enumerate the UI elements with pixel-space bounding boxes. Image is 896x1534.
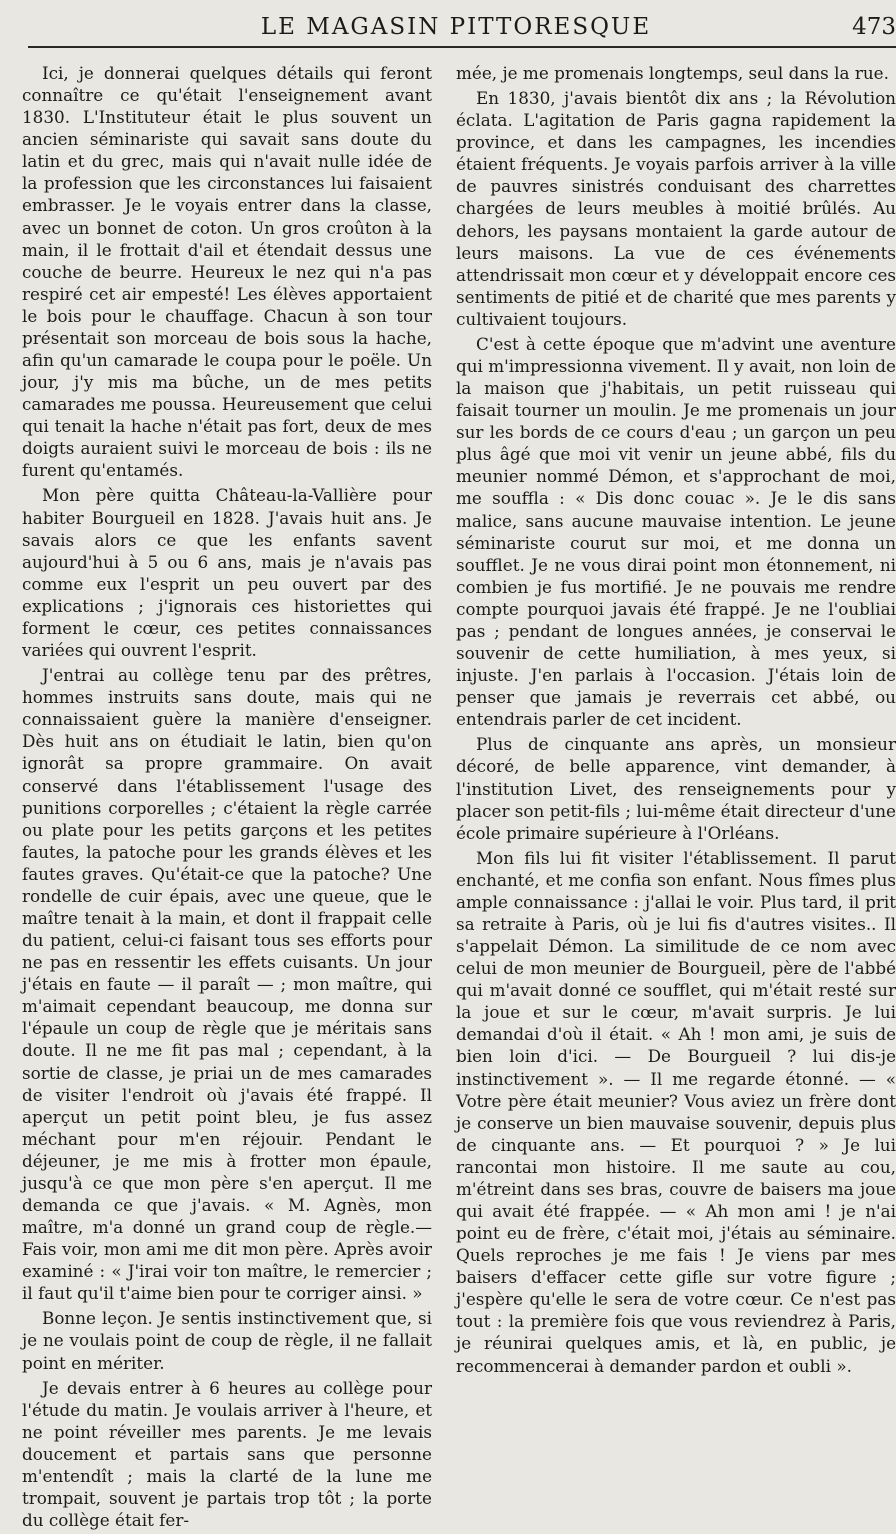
paragraph: En 1830, j'avais bientôt dix ans ; la Révolution éclata. L'agitation de Paris gagna rapidement la province, et dans les campagnes, les incendies étaient fréquents. Je voyais parfois arriver à la ville de pauvres sinistrés conduisant des charrettes chargées de leurs meubles à moitié brûlés. Au dehors, les paysans montaient la garde autour de leurs maisons. La vue de ces événements attendrissait mon cœur et y développait encore ces sentiments de pitié et de charité que mes parents y cultivaient toujours.	[456, 88, 896, 329]
header-rule	[28, 46, 896, 48]
page-number: 473	[852, 14, 896, 40]
magazine-title: LE MAGASIN PITTORESQUE	[260, 14, 652, 40]
paragraph: Ici, je donnerai quelques détails qui feront connaître ce qu'était l'enseignement avant 1830. L'Instituteur était le plus souvent un ancien séminariste qui savait sans doute du latin et du grec, mais qui n'avait nulle idée de la profession que les circonstances lui faisaient embrasser. Je le voyais entrer dans la classe, avec un bonnet de coton. Un gros croûton à la main, il le frottait d'ail et étendait dessus une couche de beurre. Heureux le nez qui n'a pas respiré cet air empesté! Les élèves apportaient le bois pour le chauffage. Chacun à son tour présentait son morceau de bois sous la hache, afin qu'un camarade le coupa pour le poële. Un jour, j'y mis ma bûche, un de mes petits camarades me poussa. Heureusement que celui qui tenait la hache n'était pas fort, deux de mes doigts auraient suivi le morceau de bois : ils ne furent qu'entamés.	[22, 63, 432, 481]
right-column	[456, 62, 896, 1380]
left-column	[22, 62, 432, 1534]
page-header	[16, 8, 896, 48]
paragraph: Mon père quitta Château-la-Vallière pour habiter Bourgueil en 1828. J'avais huit ans. Je savais alors ce que les enfants savent aujourd'hui à 5 ou 6 ans, mais je n'avais pas comme eux l'esprit un peu ouvert par des explications ; j'ignorais ces historiettes qui forment le cœur, ces petites connaissances variées qui ouvrent l'esprit.	[22, 485, 432, 661]
paragraph: Bonne leçon. Je sentis instinctivement que, si je ne voulais point de coup de règle, il ne fallait point en mériter.	[22, 1308, 432, 1373]
paragraph: Je devais entrer à 6 heures au collège pour l'étude du matin. Je voulais arriver à l'heure, et ne point réveiller mes parents. Je me levais doucement et partais sans que personne m'entendît ; mais la clarté de la lune me trompait, souvent je partais trop tôt ; la porte du collège était fer-	[22, 1377, 432, 1531]
paragraph: mée, je me promenais longtemps, seul dans la rue.	[456, 63, 889, 83]
paragraph: J'entrai au collège tenu par des prêtres, hommes instruits sans doute, mais qui ne connaissaient guère la manière d'enseigner. Dès huit ans on étudiait le latin, bien qu'on ignorât sa propre grammaire. On avait conservé dans l'établissement l'usage des punitions corporelles ; c'étaient la règle carrée ou plate pour les petits garçons et les petites fautes, la patoche pour les grands élèves et les fautes graves. Qu'était-ce que la patoche? Une rondelle de cuir épais, avec une queue, que le maître tenait à la main, et dont il frappait celle du patient, celui-ci faisant tous ses efforts pour ne pas en ressentir les effets cuisants. Un jour j'étais en faute — il paraît — ; mon maître, qui m'aimait cependant beaucoup, me donna sur l'épaule un coup de règle que je méritais sans doute. Il ne me fit pas mal ; cependant, à la sortie de classe, je priai un de mes camarades de visiter l'endroit où j'avais été frappé. Il aperçut un petit point bleu, je fus assez méchant pour m'en réjouir. Pendant le déjeuner, je me mis à frotter mon épaule, jusqu'à ce que mon père s'en aperçut. Il me demanda ce que j'avais. « M. Agnès, mon maître, m'a donné un grand coup de règle.— Fais voir, mon ami me dit mon père. Après avoir examiné : « J'irai voir ton maître, le remercier ; il faut qu'il t'aime bien pour te corriger ainsi. »	[22, 665, 432, 1304]
paragraph: Plus de cinquante ans après, un monsieur décoré, de belle apparence, vint demander, à l'institution Livet, des renseignements pour y placer son petit-fils ; lui-même était directeur d'une école primaire supérieure à l'Orléans.	[456, 734, 896, 843]
paragraph: C'est à cette époque que m'advint une aventure qui m'impressionna vivement. Il y avait, non loin de la maison que j'habitais, un petit ruisseau qui faisait tourner un moulin. Je me promenais un jour sur les bords de ce cours d'eau ; un garçon un peu plus âgé que moi vit venir un jeune abbé, fils du meunier nommé Démon, et s'approchant de moi, me souffla : « Dis donc couac ». Je le dis sans malice, sans aucune mauvaise intention. Le jeune séminariste courut sur moi, et me donna un soufflet. Je ne vous dirai point mon étonnement, ni combien je fus mortifié. Je ne pouvais me rendre compte pourquoi javais été frappé. Je ne l'oubliai pas ; pendant de longues années, je conservai le souvenir de cette humiliation, à mes yeux, si injuste. J'en parlais à l'occasion. J'étais loin de penser que jamais je reverrais cet abbé, ou entendrais parler de cet incident.	[456, 333, 896, 730]
paragraph: Mon fils lui fit visiter l'établissement. Il parut enchanté, et me confia son enfant. Nous fîmes plus ample connaissance : j'allai le voir. Plus tard, il prit sa retraite à Paris, où je lui fis d'autres visites.. Il s'appelait Démon. La similitude de ce nom avec celui de mon meunier de Bourgueil, père de l'abbé qui m'avait donné ce soufflet, qui m'était resté sur la joue et sur le cœur, m'avait surpris. Je lui demandai d'où il était. « Ah ! mon ami, je suis de bien loin d'ici. — De Bourgueil ? lui dis-je instinctivement ». — Il me regarde étonné. — « Votre père était meunier? Vous aviez un frère dont je conserve un bien mauvaise souvenir, depuis plus de cinquante ans. — Et pourquoi ? » Je lui rancontai mon histoire. Il me saute au cou, m'étreint dans ses bras, couvre de baisers ma joue qui avait été frappée. — « Ah mon ami ! je n'ai point eu de frère, c'était moi, j'étais au séminaire. Quels reproches je me fais ! Je viens par mes baisers d'effacer cette gifle sur votre figure ; j'espère qu'elle le sera de votre cœur. Ce n'est pas tout : la première fois que vous reviendrez à Paris, je réunirai quelques amis, et là, en public, je recommencerai à demander pardon et oubli ».	[456, 847, 896, 1376]
